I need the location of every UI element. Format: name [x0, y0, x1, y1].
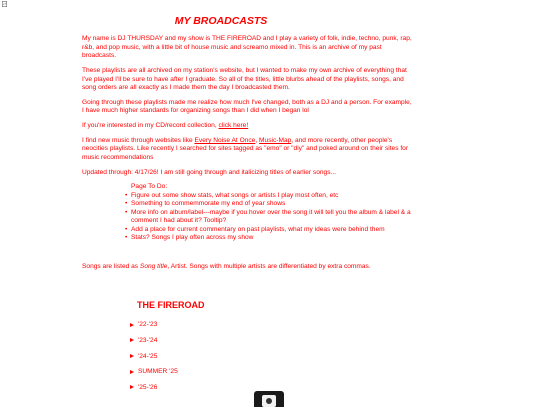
- todo-heading: Page To Do:: [131, 183, 168, 191]
- music-discovery-paragraph: [82, 137, 412, 162]
- archive-item-23-24[interactable]: [130, 337, 412, 353]
- music-discovery-text-1: I find new music through websites like: [82, 136, 195, 144]
- main-content: [82, 15, 412, 399]
- triangle-right-icon: [130, 385, 134, 389]
- archive-label: SUMMER '25: [138, 368, 178, 376]
- updated-note: Updated through: 4/17/26! I am still going through and italicizing titles of earlier songs...: [82, 168, 337, 176]
- cd-collection-paragraph: [82, 122, 412, 130]
- todo-section: [124, 183, 412, 242]
- archive-list: [130, 321, 412, 399]
- archive-label: '22-'23: [138, 321, 158, 329]
- intro-paragraph-1: My name is DJ THURSDAY and my show is THE FIREROAD and I play a variety of folk, indie, techno, punk, rap, r&b, and pop music, with a little bit of house music and screamo mixed in. This is an archive of my past broadcasts.: [82, 35, 412, 60]
- archive-label: '23-'24: [138, 337, 158, 345]
- song-format-note: [82, 263, 412, 271]
- archive-label: '24-'25: [138, 352, 158, 360]
- triangle-right-icon: [130, 323, 134, 327]
- triangle-right-icon: [130, 338, 134, 342]
- song-format-example: Song title: [139, 262, 168, 270]
- music-discovery-text-2: , and more recently, other people's neocities playlists. Like recently I searched for sites tagged as "emo" or "diy" and poked around on their sites for music recommendations: [82, 136, 409, 161]
- intro-paragraph-3: Going through these playlists made me realize how much I've changed, both as a DJ and a person. For example, I have much higher standards for organizing songs than I did when I began lol: [82, 98, 412, 115]
- music-map-link[interactable]: Music-Map: [259, 136, 292, 144]
- song-format-prefix: Songs are listed as: [82, 262, 140, 270]
- cd-collection-link[interactable]: click here!: [218, 122, 249, 130]
- music-discovery-separator: ,: [255, 136, 260, 144]
- archive-item-summer-25[interactable]: [130, 368, 412, 384]
- todo-item: • Add a place for current commentary on past playlists, what my ideas were behind them: [131, 226, 412, 234]
- triangle-right-icon: [130, 370, 134, 374]
- archive-item-22-23[interactable]: [130, 321, 412, 337]
- triangle-right-icon: [130, 354, 134, 358]
- page-title: MY BROADCASTS: [174, 15, 268, 27]
- todo-item: • More info on album/label---maybe if you hover over the song it will tell you the album & label & a comment I had about it? Tooltip?: [131, 209, 412, 226]
- todo-item: • Something to commemmorate my end of year shows: [131, 200, 412, 208]
- intro-paragraph-2: These playlists are all archived on my station's website, but I wanted to make my own archive of everything that I've played I'll be sure to have after I graduate. So all of the titles, little blurbs ahead of the playlists, songs, and song orders are all exactly as I made them the day I broadcasted them.: [82, 67, 407, 92]
- broken-image-icon: [2, 1, 7, 7]
- todo-list: [124, 192, 412, 243]
- fireroad-section-title: THE FIREROAD: [137, 299, 205, 310]
- song-format-suffix: , Artist. Songs with multiple artists are differentiated by extra commas.: [167, 262, 371, 270]
- every-noise-link[interactable]: Every Noise At Once: [194, 136, 256, 144]
- todo-item: • Figure out some show stats, what songs or artists I play most often, etc: [131, 192, 412, 200]
- archive-item-24-25[interactable]: [130, 353, 412, 369]
- todo-item: • Stats? Songs I play often across my show: [131, 234, 412, 242]
- cd-collection-text: If you're interested in my CD/record collection,: [82, 122, 219, 130]
- archive-label: '25-'26: [138, 383, 158, 391]
